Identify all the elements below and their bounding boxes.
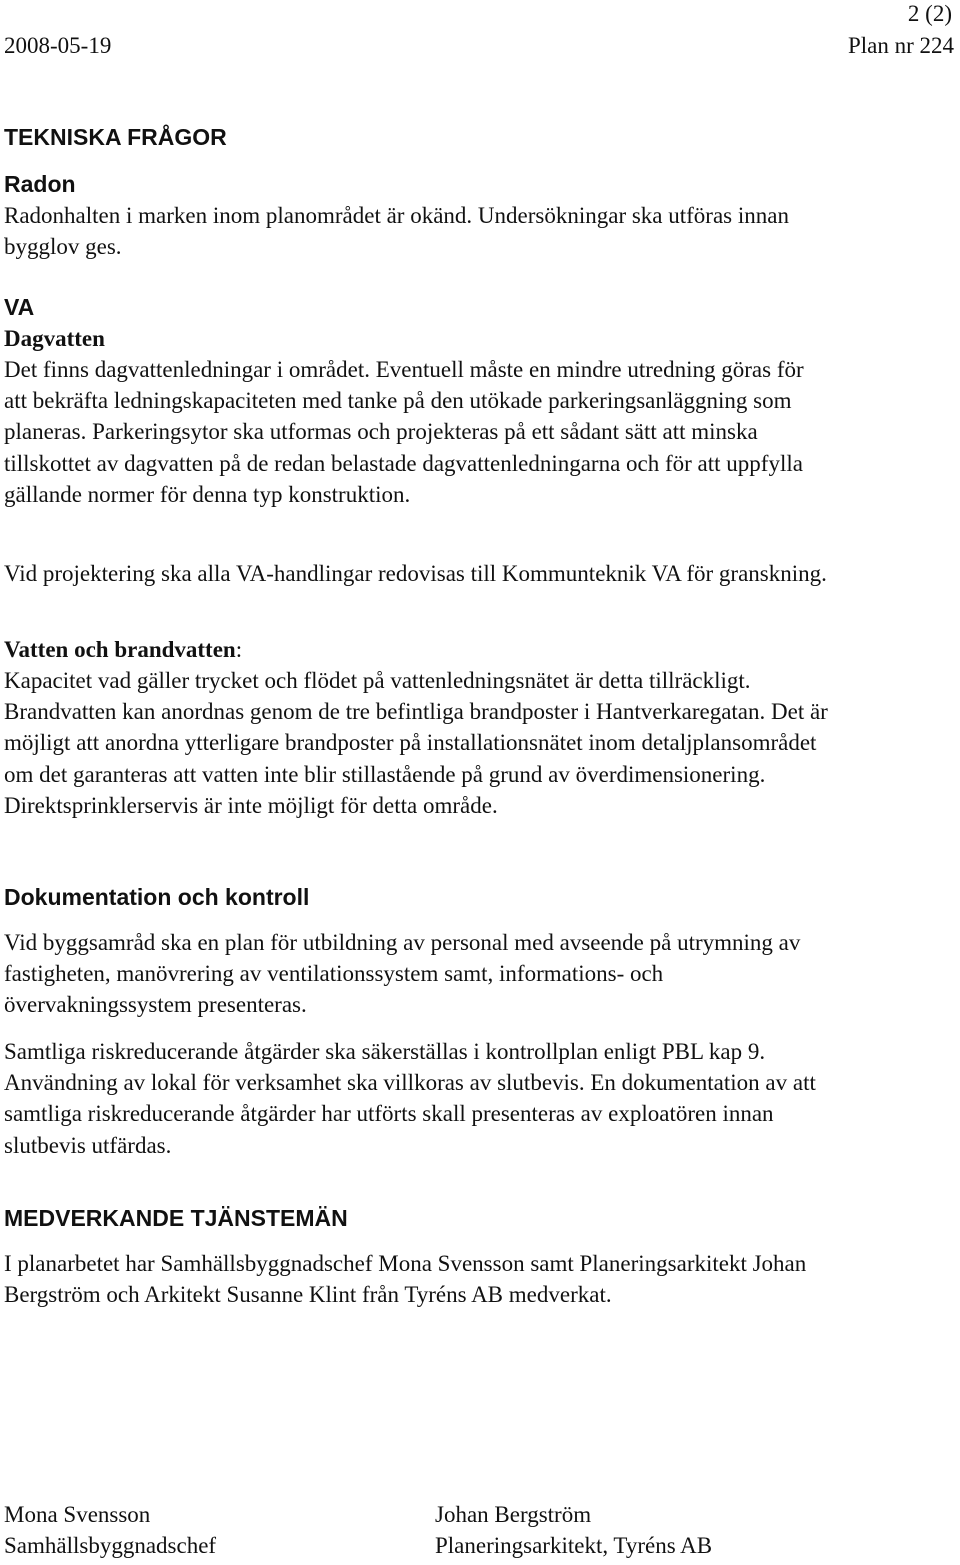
dagvatten-text-1: Det finns dagvattenledningar i området. Eventuell måste en mindre utredning göras för att bekräfta ledningskapaciteten med tanke på den utökade parkeringsanläggning som planeras.: [4, 357, 804, 445]
subtitle-vatten-brandvatten: Vatten och brandvatten: [4, 637, 236, 662]
signature-2: [435, 1499, 712, 1561]
vatten-heading: [4, 634, 242, 665]
subtitle-dagvatten: Dagvatten: [4, 326, 105, 351]
medverkande-paragraph: I planarbetet har Samhällsbyggnadschef Mona Svensson samt Planeringsarkitekt Johan Bergström och Arkitekt Susanne Klint från Tyréns AB medverkat.: [4, 1251, 807, 1308]
section-title-dokumentation: Dokumentation och kontroll: [4, 884, 310, 910]
projektering-paragraph: Vid projektering ska alla VA-handlingar redovisas till Kommunteknik VA för granskning.: [4, 561, 827, 586]
section-title-medverkande: MEDVERKANDE TJÄNSTEMÄN: [4, 1205, 348, 1231]
dokumentation-paragraph-1: Vid byggsamråd ska en plan för utbildning av personal med avseende på utrymning av fastigheten, manövrering av ventilationssystem samt, informations- och övervakningssystem presenteras.: [4, 930, 801, 1018]
signature-name: Mona Svensson: [4, 1502, 151, 1527]
subtitle-radon: Radon: [4, 171, 76, 197]
page-number: 2 (2): [907, 1, 952, 26]
dagvatten-text-2: Parkeringsytor ska utformas och projekteras på ett sådant sätt att minska tillskottet av dagvatten på de redan belastade dagvattenledningarna och för att uppfylla gällande normer för denna typ konstruktion.: [4, 419, 803, 507]
dagvatten-paragraph: [4, 354, 804, 510]
radon-paragraph: Radonhalten i marken inom planområdet är okänd. Undersökningar ska utföras innan bygglov ges.: [4, 203, 789, 260]
subtitle-va: VA: [4, 294, 35, 320]
plan-number: Plan nr 224: [847, 33, 954, 58]
signature-name: Johan Bergström: [435, 1502, 592, 1527]
vatten-paragraph: Kapacitet vad gäller trycket och flödet på vattenledningsnätet är detta tillräckligt. Brandvatten kan anordnas genom de tre befintliga brandposter i Hantverkaregatan. Det är möjligt att anordna ytterligare brandposter på installationsnätet inom detaljplansområdet om det garanteras att vatten inte blir stillastående på grund av överdimensionering. Direktsprinklerservis är inte möjligt för detta område.: [4, 668, 828, 818]
signature-1: [4, 1499, 216, 1561]
section-title-tekniska: TEKNISKA FRÅGOR: [4, 124, 227, 150]
signature-title: Samhällsbyggnadschef: [4, 1533, 217, 1559]
document-date: 2008-05-19: [4, 33, 112, 58]
signature-title: Planeringsarkitekt, Tyréns AB: [435, 1533, 713, 1559]
vatten-colon: :: [235, 637, 243, 662]
dokumentation-paragraph-2: Samtliga riskreducerande åtgärder ska säkerställas i kontrollplan enligt PBL kap 9. Användning av lokal för verksamhet ska villkoras av slutbevis. En dokumentation av att samtliga riskreducerande åtgärder har utförts skall presenteras av exploatören innan slutbevis utfärdas.: [4, 1039, 816, 1158]
